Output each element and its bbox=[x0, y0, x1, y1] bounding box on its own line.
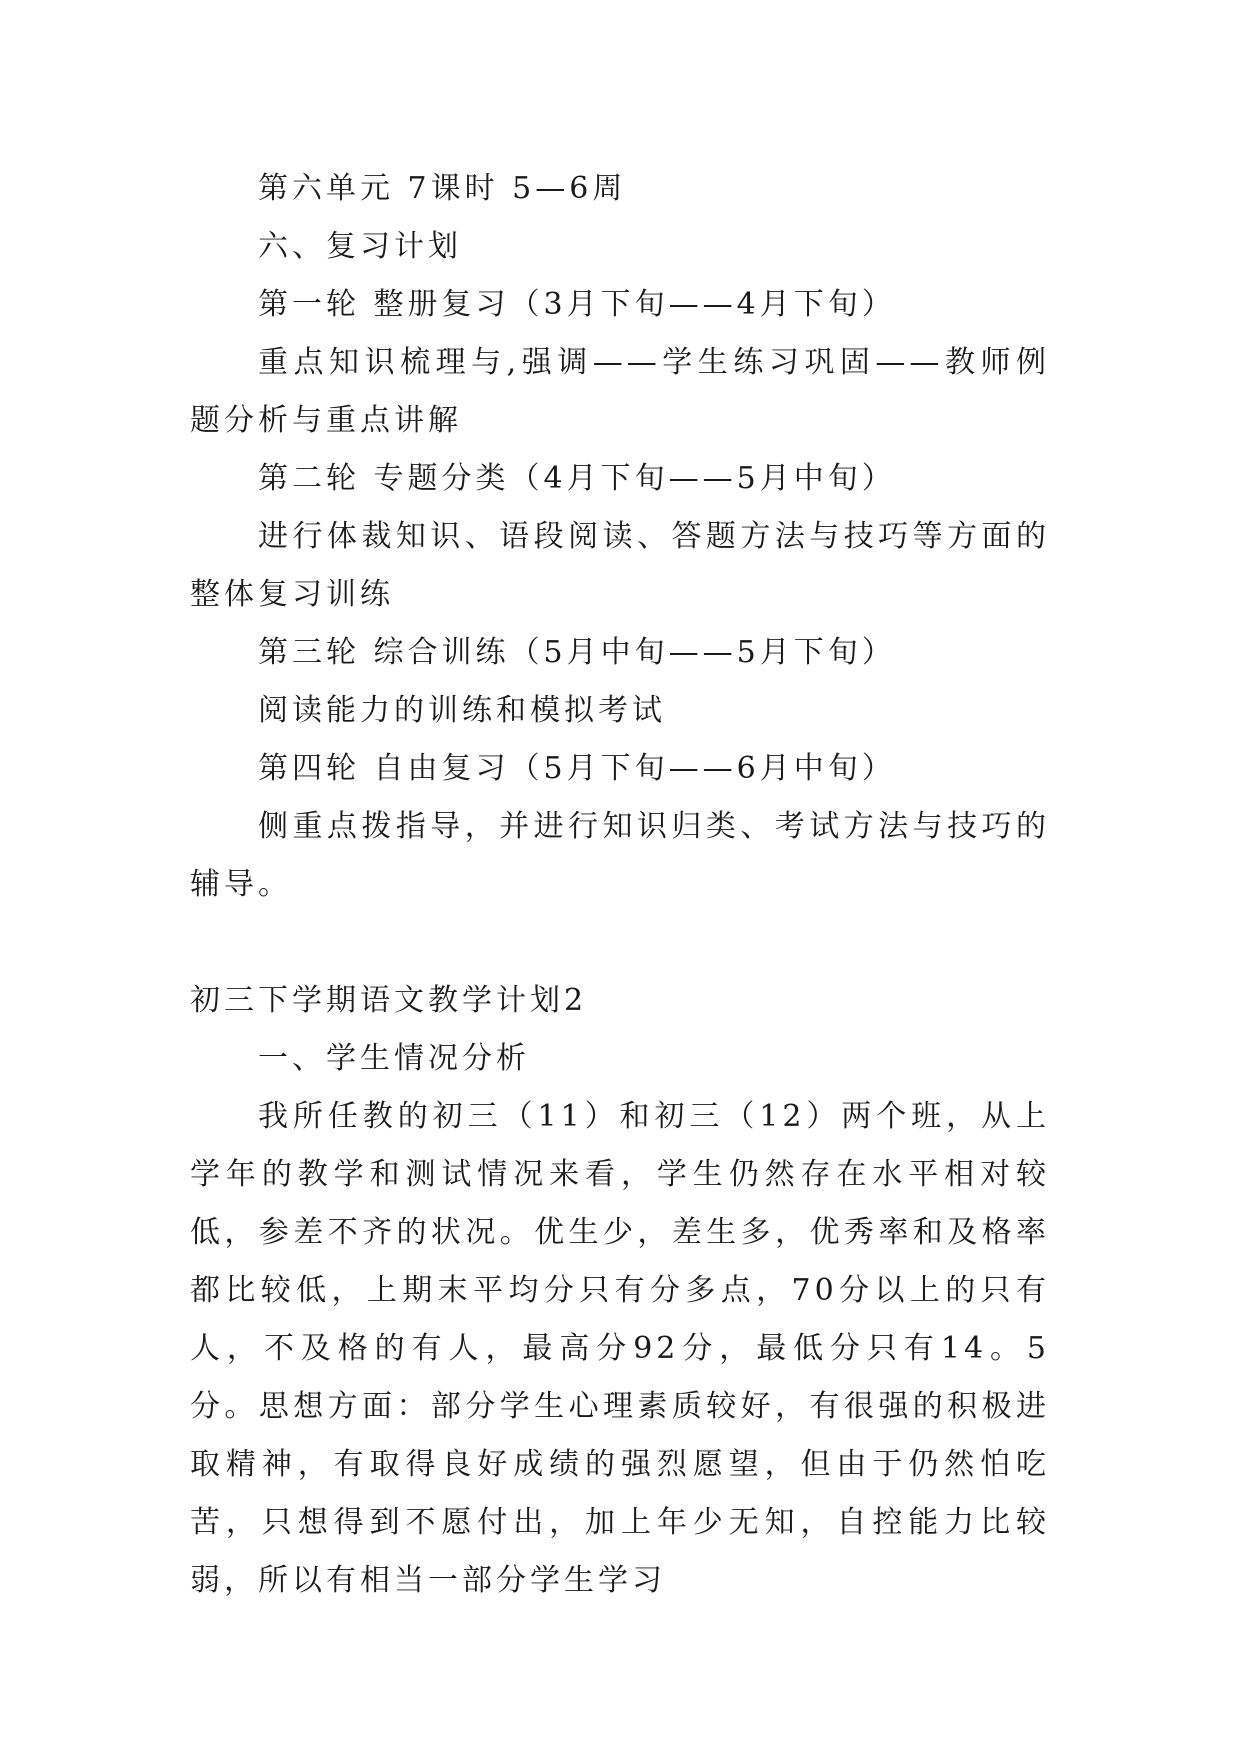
round-four-content: 侧重点拨指导，并进行知识归类、考试方法与技巧的辅导。 bbox=[190, 809, 1050, 902]
round-one-title: 第一轮 整册复习（3月下旬——4月下旬） bbox=[258, 287, 896, 322]
student-analysis-heading: 一、学生情况分析 bbox=[258, 1041, 530, 1076]
document-page bbox=[190, 160, 1050, 1610]
unit-six-schedule: 第六单元 7课时 5—6周 bbox=[258, 171, 627, 206]
round-three-title: 第三轮 综合训练（5月中旬——5月下旬） bbox=[258, 635, 896, 670]
student-analysis-body: 我所任教的初三（11）和初三（12）两个班，从上学年的教学和测试情况来看，学生仍然存在水平相对较低，参差不齐的状况。优生少，差生多，优秀率和及格率都比较低，上期末平均分只有分多点，70分以上的只有人，不及格的有人，最高分92分，最低分只有14。5分。思想方面：部分学生心理素质较好，有很强的积极进取精神，有取得良好成绩的强烈愿望，但由于仍然怕吃苦，只想得到不愿付出，加上年少无知，自控能力比较弱，所以有相当一部分学生学习 bbox=[190, 1099, 1050, 1598]
review-plan-heading: 六、复习计划 bbox=[258, 229, 462, 264]
section-title: 初三下学期语文教学计划2 bbox=[190, 983, 588, 1018]
section-spacer bbox=[190, 914, 1050, 972]
round-three-content: 阅读能力的训练和模拟考试 bbox=[258, 693, 666, 728]
round-two-content: 进行体裁知识、语段阅读、答题方法与技巧等方面的整体复习训练 bbox=[190, 519, 1050, 612]
round-four-title: 第四轮 自由复习（5月下旬——6月中旬） bbox=[258, 751, 896, 786]
round-one-content: 重点知识梳理与,强调——学生练习巩固——教师例题分析与重点讲解 bbox=[190, 345, 1050, 438]
round-two-title: 第二轮 专题分类（4月下旬——5月中旬） bbox=[258, 461, 896, 496]
